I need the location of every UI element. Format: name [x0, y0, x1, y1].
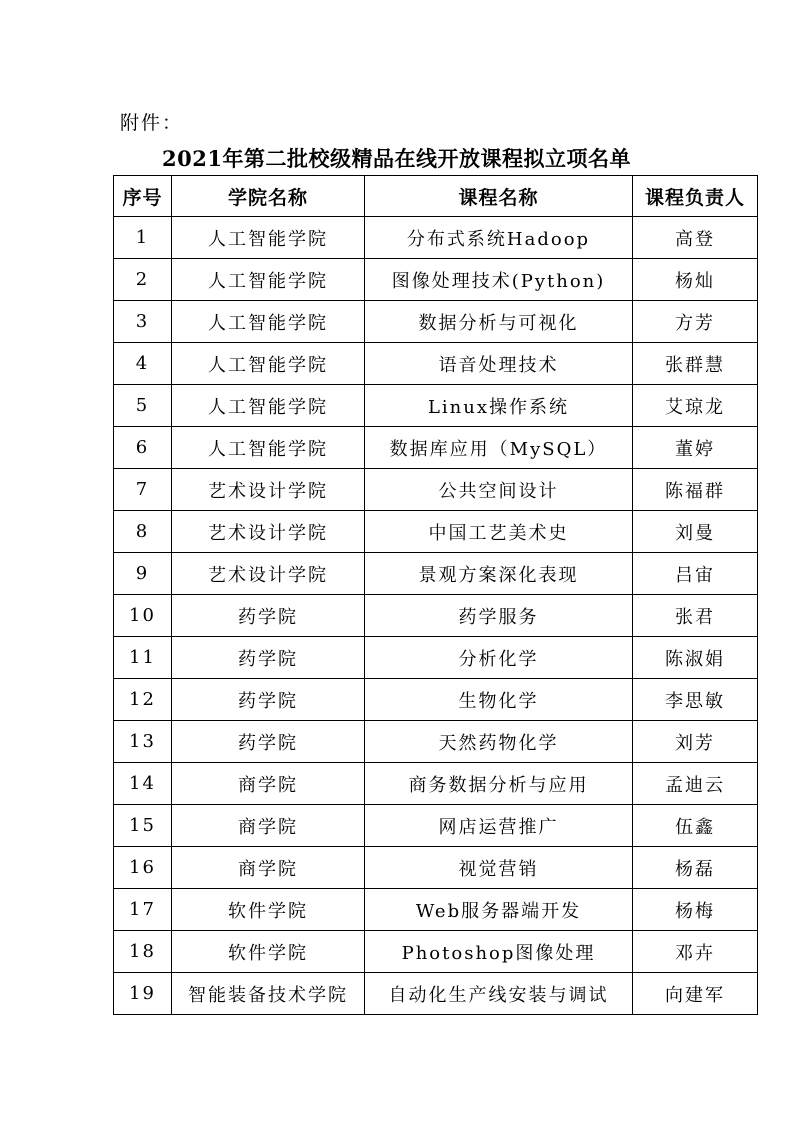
cell-serial-number: 4	[114, 343, 172, 385]
cell-course-name: Linux操作系统	[365, 385, 633, 427]
cell-serial-number: 18	[114, 931, 172, 973]
cell-course-name: Web服务器端开发	[365, 889, 633, 931]
cell-course-leader: 杨梅	[633, 889, 758, 931]
table-row	[114, 595, 758, 637]
cell-college-name: 商学院	[172, 805, 365, 847]
cell-course-leader: 高登	[633, 217, 758, 259]
cell-college-name: 人工智能学院	[172, 259, 365, 301]
cell-course-name: 自动化生产线安装与调试	[365, 973, 633, 1015]
header-serial-number: 序号	[114, 176, 172, 217]
attachment-label: 附件：	[120, 112, 184, 134]
cell-college-name: 人工智能学院	[172, 427, 365, 469]
table-header-row	[114, 176, 758, 217]
cell-course-name: 公共空间设计	[365, 469, 633, 511]
cell-serial-number: 1	[114, 217, 172, 259]
cell-course-leader: 方芳	[633, 301, 758, 343]
cell-serial-number: 6	[114, 427, 172, 469]
cell-course-name: 商务数据分析与应用	[365, 763, 633, 805]
cell-college-name: 人工智能学院	[172, 301, 365, 343]
cell-course-name: 中国工艺美术史	[365, 511, 633, 553]
cell-college-name: 艺术设计学院	[172, 469, 365, 511]
table-row	[114, 763, 758, 805]
cell-course-leader: 张群慧	[633, 343, 758, 385]
cell-course-leader: 艾琼龙	[633, 385, 758, 427]
cell-serial-number: 12	[114, 679, 172, 721]
cell-serial-number: 2	[114, 259, 172, 301]
table-row	[114, 721, 758, 763]
cell-course-leader: 陈福群	[633, 469, 758, 511]
cell-course-name: 语音处理技术	[365, 343, 633, 385]
cell-college-name: 商学院	[172, 763, 365, 805]
cell-college-name: 药学院	[172, 637, 365, 679]
cell-serial-number: 11	[114, 637, 172, 679]
table-row	[114, 511, 758, 553]
cell-course-name: 生物化学	[365, 679, 633, 721]
cell-course-name: 分布式系统Hadoop	[365, 217, 633, 259]
cell-serial-number: 13	[114, 721, 172, 763]
cell-course-name: 数据分析与可视化	[365, 301, 633, 343]
table-body	[114, 217, 758, 1015]
cell-course-name: 天然药物化学	[365, 721, 633, 763]
cell-course-leader: 向建军	[633, 973, 758, 1015]
cell-serial-number: 14	[114, 763, 172, 805]
cell-course-name: 网店运营推广	[365, 805, 633, 847]
table-row	[114, 805, 758, 847]
table-row	[114, 343, 758, 385]
table-row	[114, 427, 758, 469]
cell-college-name: 人工智能学院	[172, 385, 365, 427]
cell-college-name: 软件学院	[172, 931, 365, 973]
cell-serial-number: 3	[114, 301, 172, 343]
cell-serial-number: 10	[114, 595, 172, 637]
cell-course-leader: 吕宙	[633, 553, 758, 595]
cell-college-name: 艺术设计学院	[172, 553, 365, 595]
cell-course-name: 景观方案深化表现	[365, 553, 633, 595]
cell-serial-number: 8	[114, 511, 172, 553]
cell-course-leader: 陈淑娟	[633, 637, 758, 679]
cell-college-name: 软件学院	[172, 889, 365, 931]
cell-course-leader: 杨灿	[633, 259, 758, 301]
table-row	[114, 889, 758, 931]
table-row	[114, 553, 758, 595]
cell-course-name: Photoshop图像处理	[365, 931, 633, 973]
cell-course-leader: 张君	[633, 595, 758, 637]
cell-course-name: 视觉营销	[365, 847, 633, 889]
cell-college-name: 人工智能学院	[172, 217, 365, 259]
cell-college-name: 药学院	[172, 679, 365, 721]
cell-course-leader: 伍鑫	[633, 805, 758, 847]
cell-serial-number: 15	[114, 805, 172, 847]
table-row	[114, 385, 758, 427]
table-row	[114, 259, 758, 301]
cell-course-leader: 邓卉	[633, 931, 758, 973]
table-row	[114, 679, 758, 721]
course-table	[113, 175, 758, 1015]
table-row	[114, 469, 758, 511]
table-row	[114, 637, 758, 679]
cell-college-name: 商学院	[172, 847, 365, 889]
cell-college-name: 药学院	[172, 721, 365, 763]
cell-serial-number: 17	[114, 889, 172, 931]
cell-serial-number: 5	[114, 385, 172, 427]
cell-serial-number: 7	[114, 469, 172, 511]
header-course-name: 课程名称	[365, 176, 633, 217]
cell-serial-number: 9	[114, 553, 172, 595]
cell-course-leader: 刘芳	[633, 721, 758, 763]
cell-college-name: 智能装备技术学院	[172, 973, 365, 1015]
cell-course-name: 数据库应用（MySQL）	[365, 427, 633, 469]
header-college-name: 学院名称	[172, 176, 365, 217]
cell-serial-number: 19	[114, 973, 172, 1015]
cell-course-name: 图像处理技术(Python)	[365, 259, 633, 301]
header-course-leader: 课程负责人	[633, 176, 758, 217]
cell-college-name: 药学院	[172, 595, 365, 637]
table-row	[114, 301, 758, 343]
cell-course-name: 分析化学	[365, 637, 633, 679]
table-row	[114, 973, 758, 1015]
cell-course-leader: 孟迪云	[633, 763, 758, 805]
cell-course-leader: 刘曼	[633, 511, 758, 553]
cell-course-leader: 李思敏	[633, 679, 758, 721]
cell-college-name: 人工智能学院	[172, 343, 365, 385]
table-row	[114, 217, 758, 259]
document-title: 2021年第二批校级精品在线开放课程拟立项名单	[162, 146, 631, 171]
table-row	[114, 931, 758, 973]
cell-serial-number: 16	[114, 847, 172, 889]
table-row	[114, 847, 758, 889]
cell-college-name: 艺术设计学院	[172, 511, 365, 553]
cell-course-leader: 董婷	[633, 427, 758, 469]
cell-course-leader: 杨磊	[633, 847, 758, 889]
cell-course-name: 药学服务	[365, 595, 633, 637]
